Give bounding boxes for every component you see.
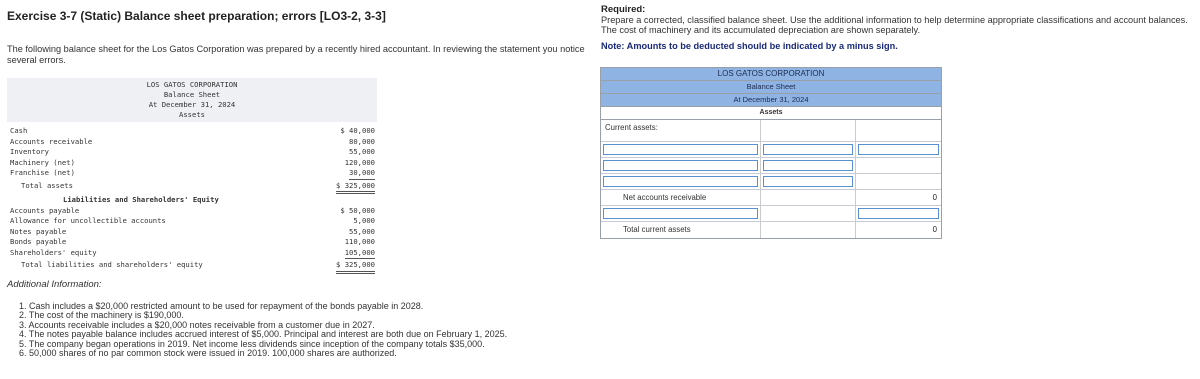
bs-row: Accounts payable $ 50,000 xyxy=(10,205,375,215)
additional-item: 5. The company began operations in 2019. Net income less dividends since inception of the company totals $35,000. xyxy=(19,338,485,349)
bs-date: At December 31, 2024 xyxy=(148,100,236,109)
bs-row: Allowance for uncollectible accounts 5,000 xyxy=(10,216,375,225)
additional-item: 4. The notes payable balance includes accrued interest of $5,000. Principal and interest are both due on February 1, 2025. xyxy=(19,329,508,340)
required-text: Prepare a corrected, classified balance sheet. Use the additional information to help determine appropriate classifications and account balances. The cost of machinery and its accumulated depreciation are shown separately. xyxy=(601,15,1188,35)
account-select[interactable] xyxy=(603,176,758,187)
required-note: Note: Amounts to be deducted should be indicated by a minus sign. xyxy=(601,41,898,51)
bs-row: Accounts receivable 80,000 xyxy=(10,136,375,146)
account-select[interactable] xyxy=(603,160,758,171)
net-ar-label: Net accounts receivable xyxy=(623,193,707,202)
answer-statement: Balance Sheet xyxy=(601,81,941,94)
exercise-title: Exercise 3-7 (Static) Balance sheet preparation; errors [LO3-2, 3-3] xyxy=(7,9,386,23)
account-select[interactable] xyxy=(603,144,758,155)
net-ar-value: 0 xyxy=(932,193,937,202)
total-current-value: 0 xyxy=(932,225,937,234)
bs-company: LOS GATOS CORPORATION xyxy=(146,80,238,89)
required-title: Required: xyxy=(601,4,646,15)
bs-row: Shareholders' equity 105,000 xyxy=(7,248,383,259)
bs-row: Notes payable 55,000 xyxy=(10,226,375,236)
answer-row xyxy=(601,142,941,158)
answer-balance-sheet xyxy=(600,67,942,239)
intro-text: The following balance sheet for the Los Gatos Corporation was prepared by a recently hired accountant. In reviewing the statement you notice several errors. xyxy=(7,44,585,65)
answer-row xyxy=(601,206,941,222)
additional-item: 6. 50,000 shares of no par common stock were issued in 2019. 100,000 shares are authorized. xyxy=(19,348,397,359)
additional-info-title: Additional Information: xyxy=(7,279,102,290)
answer-assets-heading: Assets xyxy=(601,107,941,120)
answer-date: At December 31, 2024 xyxy=(601,94,941,107)
amount-input[interactable] xyxy=(763,160,853,171)
original-balance-sheet xyxy=(7,78,383,271)
amount-input[interactable] xyxy=(763,176,853,187)
additional-info-list xyxy=(19,302,507,358)
bs-row: Inventory 55,000 xyxy=(10,147,375,156)
answer-company: LOS GATOS CORPORATION xyxy=(601,68,941,81)
bs-total-row: Total assets $ 325,000 xyxy=(7,181,383,192)
additional-item: 1. Cash includes a $20,000 restricted amount to be used for repayment of the bonds payable in 2028. xyxy=(19,301,424,311)
additional-item: 2. The cost of the machinery is $190,000. xyxy=(19,310,184,321)
answer-row xyxy=(601,190,941,206)
bs-liab-heading-row: Liabilities and Shareholders' Equity xyxy=(63,195,219,204)
bs-statement: Balance Sheet xyxy=(163,90,221,99)
account-select[interactable] xyxy=(603,208,758,219)
amount-input[interactable] xyxy=(858,144,939,155)
bs-row: Franchise (net) 30,000 xyxy=(7,168,383,179)
additional-item: 3. Accounts receivable includes a $20,000 notes receivable from a customer due in 2027. xyxy=(19,319,375,330)
amount-input[interactable] xyxy=(763,144,853,155)
answer-row xyxy=(601,158,941,174)
answer-row xyxy=(601,174,941,190)
bs-total-row: Total liabilities and shareholders' equity $ 325,000 xyxy=(7,260,383,271)
bs-row: Cash $ 40,000 xyxy=(10,126,375,135)
total-current-label: Total current assets xyxy=(623,225,691,234)
current-assets-label: Current assets: xyxy=(605,123,658,132)
answer-row xyxy=(601,120,941,142)
bs-assets-heading: Assets xyxy=(179,110,205,119)
amount-input[interactable] xyxy=(858,208,939,219)
bs-header xyxy=(7,78,377,122)
bs-row: Machinery (net) 120,000 xyxy=(10,157,375,167)
answer-row xyxy=(601,222,941,238)
bs-row: Bonds payable 110,000 xyxy=(10,237,375,246)
